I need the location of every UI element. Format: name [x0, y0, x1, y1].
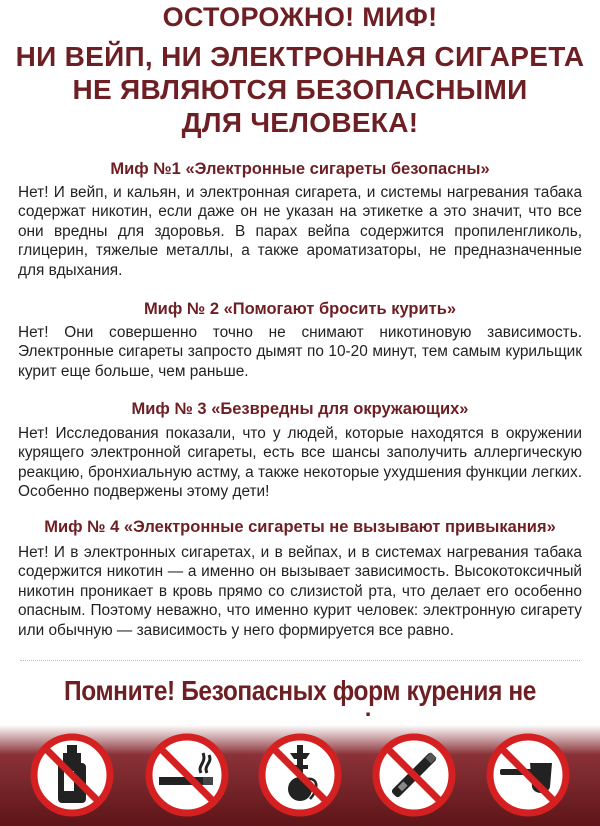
no-cigarette-icon — [145, 733, 229, 817]
myth-2-heading: Миф № 2 «Помогают бросить курить» — [143, 300, 457, 318]
myth-4-heading: Миф № 4 «Электронные сигареты не вызывают привыкания» — [44, 518, 556, 536]
subtitle-line-2: НЕ ЯВЛЯЮТСЯ БЕЗОПАСНЫМИ — [72, 74, 528, 105]
myth-3-heading: Миф № 3 «Безвредны для окружающих» — [131, 400, 469, 418]
myth-2-body: Нет! Они совершенно точно не снимают никотиновую зависимость. Электронные сигареты запросто дымят по 10-20 минут, тем самым курильщик курит еще больше, чем раньше. — [18, 324, 582, 380]
page-title: ОСТОРОЖНО! МИФ! — [162, 2, 438, 32]
myth-3-body: Нет! Исследования показали, что у людей, которые находятся в окружении курящего электронной сигареты, есть все шансы заполучить аллергическую реакцию, бронхиальную астму, а также некоторые ухудшения функции легких. Особенно подвержены этому дети! — [18, 425, 582, 501]
subtitle-line-1: НИ ВЕЙП, НИ ЭЛЕКТРОННАЯ СИГАРЕТА — [15, 41, 585, 72]
no-e-cigarette-icon — [372, 733, 456, 817]
subtitle-line-3: ДЛЯ ЧЕЛОВЕКА! — [181, 107, 419, 138]
page-subtitle — [0, 40, 600, 139]
no-pipe-icon — [486, 733, 570, 817]
myth-1-body: Нет! И вейп, и кальян, и электронная сигарета, и системы нагревания табака содержат никотин, если даже он не указан на этикетке а это значит, что все они вредны для здоровья. В парах вейпа содержится пропиленгликоль, глицерин, тяжелые металлы, а также ароматизаторы, не предназначенные для вдыхания. — [18, 184, 582, 279]
divider — [20, 660, 580, 667]
myth-4-body: Нет! И в электронных сигаретах, и в вейпах, и в системах нагревания табака содержится никотин — а именно он вызывает зависимость. Высокотоксичный никотин проникает в кровь прямо со слизистой рта, что делает его особенно опасным. Поэтому неважно, что именно курит человек: электронную сигарету или обычную — зависимость у него формируется все равно. — [18, 544, 582, 639]
no-vape-icon — [30, 733, 114, 817]
no-hookah-icon — [258, 733, 342, 817]
reminder-banner: Помните! Безопасных форм курения не — [64, 676, 536, 707]
myth-1-heading: Миф №1 «Электронные сигареты безопасны» — [110, 160, 490, 178]
